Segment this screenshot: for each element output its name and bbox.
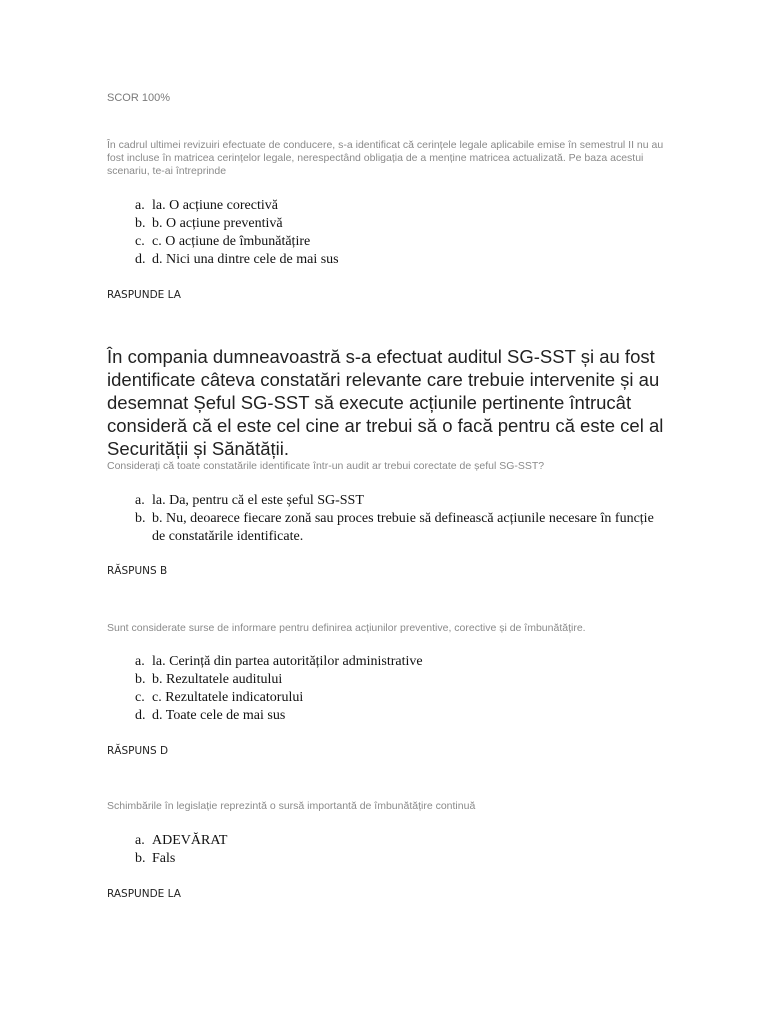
option-item: b. b. Rezultatele auditului bbox=[135, 672, 283, 687]
option-item: b. Fals bbox=[135, 851, 176, 866]
option-item: a. la. O acțiune corectivă bbox=[135, 198, 278, 213]
question-2-title: În compania dumneavoastră s-a efectuat auditul SG-SST și au fost identificate câteva constatări relevante care trebuie intervenite și au desemnat Șeful SG-SST să execute acțiunile pertinente întrucât consideră că el este cel cine ar trebui să o facă pentru că este cel al Securității și Sănătății. bbox=[107, 346, 664, 459]
option-item: b. b. Nu, deoarece fiecare zonă sau proces trebuie să definească acțiunile necesare în funcție de constatările identificate. bbox=[135, 511, 654, 544]
question-2-answer: RĂSPUNS B bbox=[107, 565, 168, 577]
option-item: a. la. Cerință din partea autorităților administrative bbox=[135, 654, 423, 669]
option-item: d. d. Nici una dintre cele de mai sus bbox=[135, 252, 339, 267]
question-1-answer: RASPUNDE LA bbox=[107, 289, 181, 301]
question-4-answer: RASPUNDE LA bbox=[107, 888, 181, 900]
question-1-text: În cadrul ultimei revizuiri efectuate de conducere, s-a identificat că cerințele legale aplicabile emise în semestrul II nu au fost incluse în matricea cerințelor legale, nerespectând obligația de a menține matricea actualizată. Pe baza acestui scenariu, te-ai întreprinde bbox=[107, 139, 664, 177]
option-item: c. c. O acțiune de îmbunătățire bbox=[135, 234, 311, 249]
question-3-answer: RĂSPUNS D bbox=[107, 745, 169, 757]
question-3-options bbox=[135, 653, 667, 725]
question-4-text: Schimbările în legislație reprezintă o sursă importantă de îmbunătățire continuă bbox=[107, 800, 476, 812]
question-4-options bbox=[135, 832, 667, 868]
option-item: a. ADEVĂRAT bbox=[135, 833, 228, 848]
option-item: b. b. O acțiune preventivă bbox=[135, 216, 283, 231]
option-item: a. la. Da, pentru că el este șeful SG-SST bbox=[135, 493, 364, 508]
score-label: SCOR 100% bbox=[107, 92, 170, 104]
question-3-text: Sunt considerate surse de informare pentru definirea acțiunilor preventive, corective și de îmbunătățire. bbox=[107, 622, 586, 634]
question-2-options bbox=[135, 492, 667, 546]
question-1-options bbox=[135, 197, 667, 269]
option-item: c. c. Rezultatele indicatorului bbox=[135, 690, 304, 705]
question-2-text: Considerați că toate constatările identificate într-un audit ar trebui corectate de șeful SG-SST? bbox=[107, 460, 545, 472]
option-item: d. d. Toate cele de mai sus bbox=[135, 708, 286, 723]
